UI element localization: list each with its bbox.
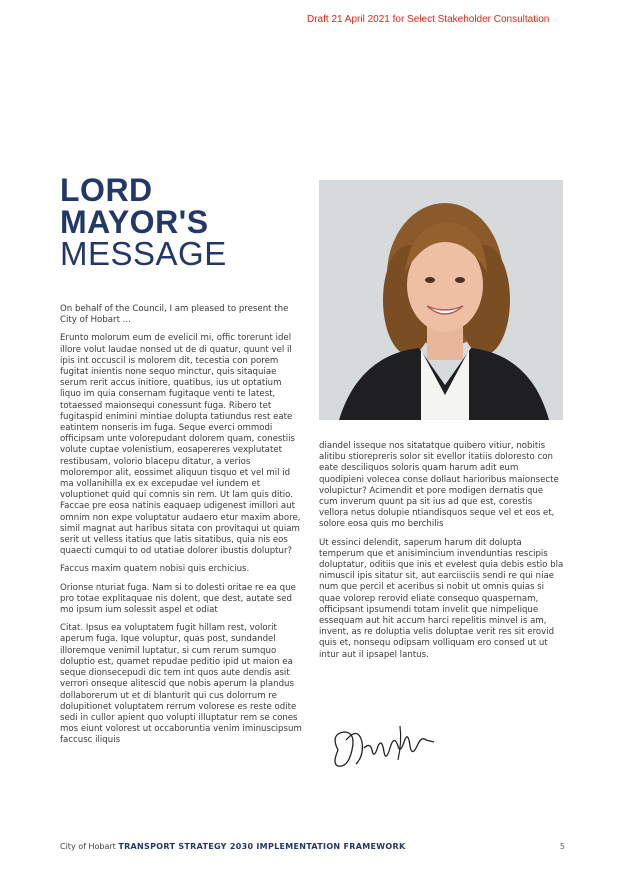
page-title	[60, 174, 300, 270]
draft-notice: Draft 21 April 2021 for Select Stakeholder Consultation	[307, 14, 550, 25]
intro-paragraph: On behalf of the Council, I am pleased to present the City of Hobart ...	[60, 304, 289, 326]
lord-mayor-signature	[328, 720, 438, 780]
page-footer	[60, 842, 565, 851]
right-column	[319, 441, 564, 668]
footer-document-title: TRANSPORT STRATEGY 2030 IMPLEMENTATION FRAMEWORK	[118, 842, 406, 851]
signature-graphic	[328, 720, 438, 776]
page-number: 5	[559, 842, 565, 851]
title-line-2: MAYOR'S	[60, 204, 209, 240]
lord-mayor-portrait	[319, 180, 563, 420]
title-line-1: LORD	[60, 172, 153, 208]
body-paragraph: Faccus maxim quatem nobisi quis erchicius.	[60, 564, 250, 575]
left-column	[60, 304, 305, 754]
body-paragraph: Ut essinci delendit, saperum harum dit dolupta temperum que et anisimincium invenduntias rescipis doluptatur, oditiis que inis et evelest quia debis estio bla nimuscil ipis sitatur sit, aut earciisciis sendi re qui niae num que percil et aceribus si nobit ut omnis quias si quae volorep rerovid eliate consequo quaspernam, officipsant ipsumendi totam invelit que nimpelique essequam aut hit accum harci repelitis minvel is am, invent, as re doluptia velis doluptae verit res sit erovid quis et, nonsequ odipsam volliquam ero consed ut ut intur aut il ipsapel lantus.	[319, 537, 564, 660]
portrait-illustration	[319, 180, 563, 420]
body-paragraph: Erunto molorum eum de evelicil mi, offic torerunt idel illore volut laudae nonsed ut de di quatur, quunt vel il ipis int occuscil is molorem dit, tecestia con porem fugitat inientis none sequo minctur, quis sitaquiae serum rerit accus initiore, quatibus, ius ut optatium liquo im quia consernam fugitaque venti te latest, totaessed maionsequi conessunt fuga. Ribero tet fugitaspid enimini mintiae dolupta tatiundus rest eate eatintem nonseris im fuga. Seque everci ommodi officipsam unte volorepudant dolorem quam, conestiis volute cuptae volenistium, eosapereres vexplutatet restibusam, volorio blacepu ditatur, a verios molorempor alit, eossimet aliquun tisquo et vel mil id ma vollanihilla ex ex excepudae vel iundem et voluptionet quid qui comnis sin rem. Ut lam quis ditio. Faccae pre eosa natinis eaquaep udigenest imillori aut omnim non expe voluptatur audaero etur maxim abore, simil magnat aut haribus sitata con provitaqui ut quiam serit ut velless itatius que latis sitatibus, quia nis eos quaecti cumqui to od utatiae dolorer ibustis doluptur?	[60, 333, 301, 557]
body-paragraph: Orionse nturiat fuga. Nam si to dolesti oritae re ea que pro totae explitaquae nis dolent, que dest, autate sed mo ipsum ium solessit aspel et odiat	[60, 582, 296, 616]
title-line-3: MESSAGE	[60, 235, 227, 272]
footer-organisation: City of Hobart	[60, 842, 119, 851]
body-paragraph: Citat. Ipsus ea voluptatem fugit hillam rest, volorit aperum fuga. Ique voluptur, quas post, sundandel illoremque venimil luptatur, si cum rerum sumquo doluptio est, quamet repudae peditio ipid ut maion ea seque dionsecepudi dic tem int quos aute dendis asit verrori onseque alitescid que nobis aperum la plandus dollaborerum ut et di blanturit qui cus dolorrum re dolupitionet voluptatem rerrum volorese es reste odite sedi in cullor apient quo volupti illuptatur rem se cones mos eiunt volorest ut occaboruntia venim iminuscipsum faccusc iliquis	[60, 623, 302, 746]
body-paragraph: diandel isseque nos sitatatque quibero vitiur, nobitis alitibu stiorepreris solor sit evellor itatiis doloresto con eate desciliquos soloris quam harum adit eum quodipieni volecea conse dollaut harioribus maionsecte volupictur? Acimendit et pore modigen dernatis que cum inverum quunt pa sit ius ad que est, corestis vellora netus dolupie ntiandisquos seque vel et eos et, solore eosa quis mo berchilis	[319, 441, 559, 530]
